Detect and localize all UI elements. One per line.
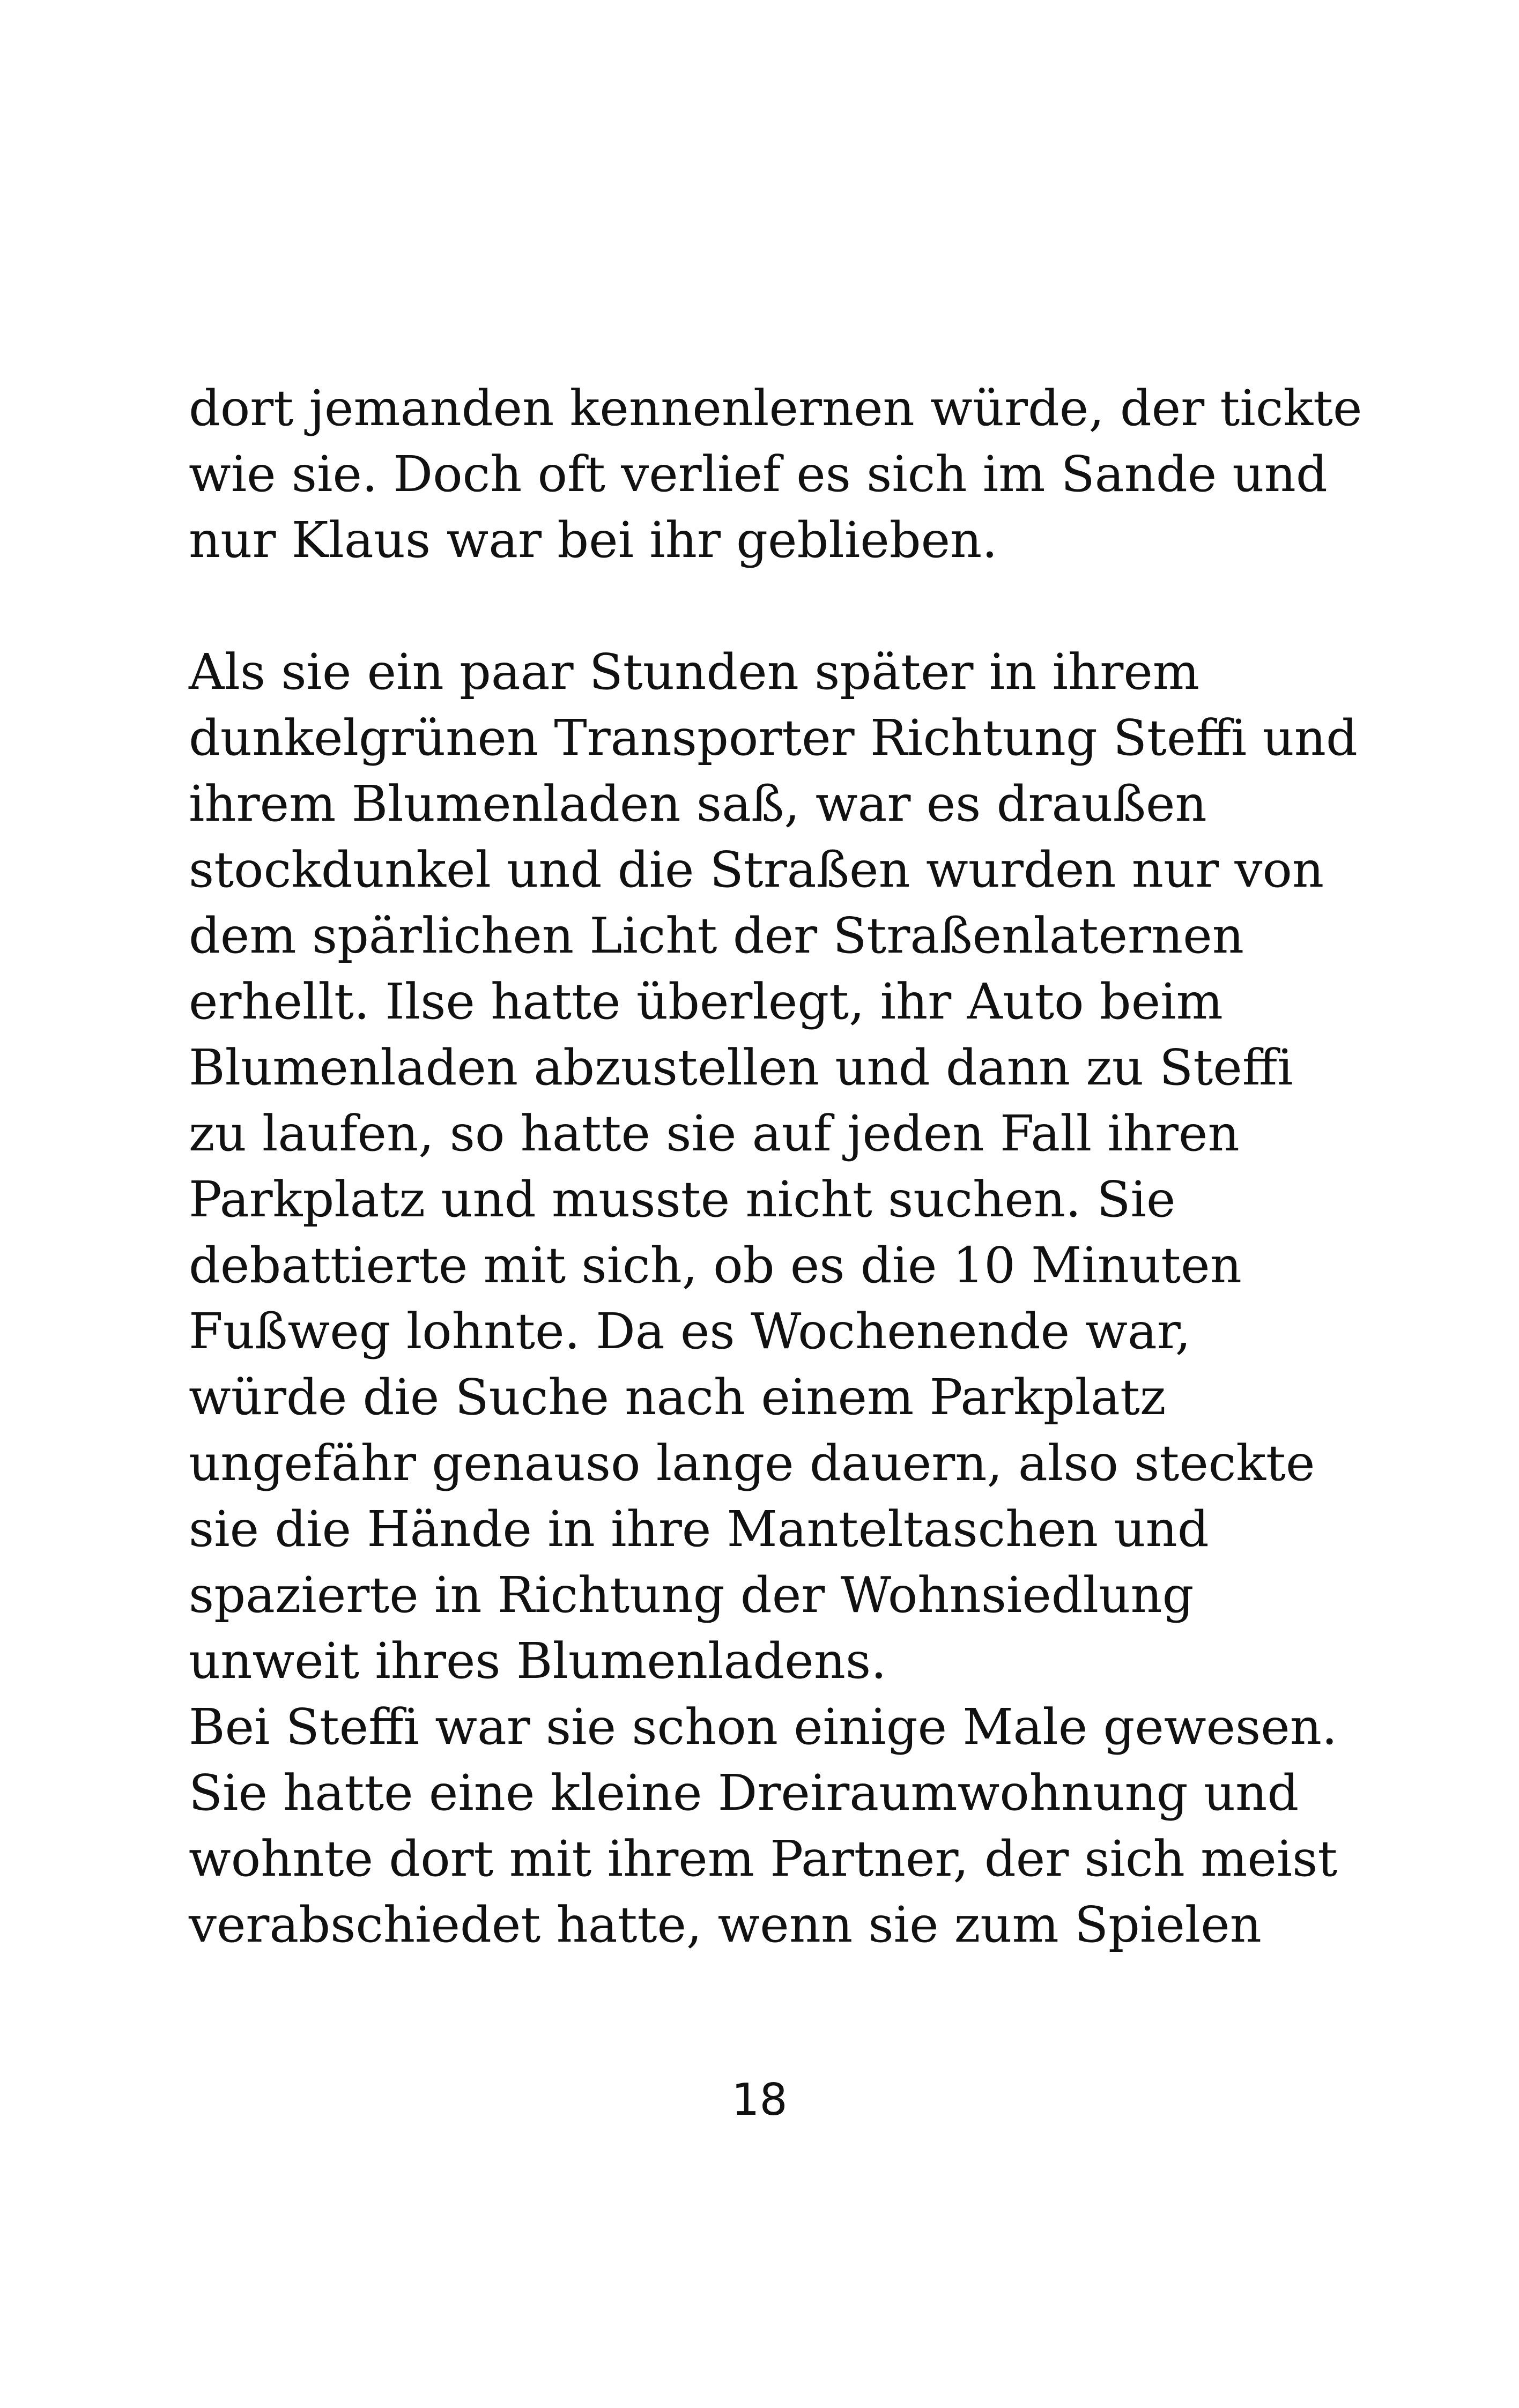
text-line: wohnte dort mit ihrem Partner, der sich meist [189,1830,1338,1887]
text-line: Bei Steffi war sie schon einige Male gewesen. [189,1698,1338,1756]
body-text [189,375,1362,1958]
text-line: unweit ihres Blumenladens. [189,1632,887,1690]
paragraph-1 [189,375,1362,573]
text-line: wie sie. Doch oft verlief es sich im Sande und [189,445,1328,503]
text-line: Sie hatte eine kleine Dreiraumwohnung und [189,1764,1299,1822]
text-line: stockdunkel und die Straßen wurden nur von [189,841,1324,898]
text-line: ungefähr genauso lange dauern, also steckte [189,1435,1315,1492]
text-line: zu laufen, so hatte sie auf jeden Fall ihren [189,1105,1240,1162]
paragraph-2 [189,639,1358,1958]
text-line: würde die Suche nach einem Parkplatz [189,1369,1166,1426]
text-line: Als sie ein paar Stunden später in ihrem [189,643,1200,701]
text-line: nur Klaus war bei ihr geblieben. [189,511,998,569]
text-line: debattierte mit sich, ob es die 10 Minuten [189,1237,1242,1294]
text-line: dem spärlichen Licht der Straßenlaternen [189,907,1244,964]
text-line: dunkelgrünen Transporter Richtung Steffi und [189,709,1358,767]
text-line: Blumenladen abzustellen und dann zu Steffi [189,1039,1293,1096]
text-line: dort jemanden kennenlernen würde, der tickte [189,380,1362,437]
text-line: erhellt. Ilse hatte überlegt, ihr Auto beim [189,973,1223,1030]
page-number: 18 [731,2075,788,2125]
text-line: sie die Hände in ihre Manteltaschen und [189,1500,1209,1558]
paragraph-gap [189,573,1342,639]
text-line: spazierte in Richtung der Wohnsiedlung [189,1566,1194,1624]
text-line: Parkplatz und musste nicht suchen. Sie [189,1171,1176,1228]
text-line: verabschiedet hatte, wenn sie zum Spielen [189,1896,1262,1953]
text-line: Fußweg lohnte. Da es Wochenende war, [189,1303,1191,1360]
text-line: ihrem Blumenladen saß, war es draußen [189,775,1207,833]
